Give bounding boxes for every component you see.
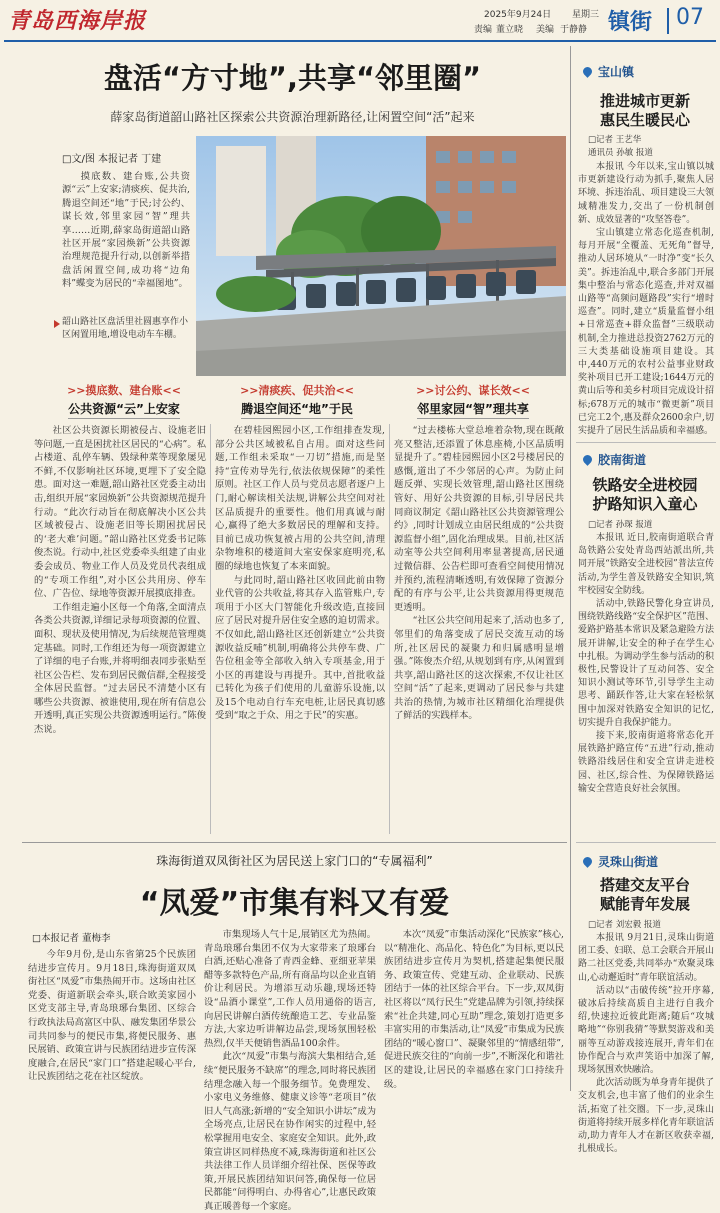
sidebar-rule	[570, 46, 571, 1091]
newspaper-logo: 青岛西海岸报	[8, 8, 147, 34]
editor-label-1: 责编	[474, 25, 493, 35]
bottom-para-3: 此次“凤爱”市集与海滨大集相结合,延续“便民服务不缺席”的理念,同时将民族团结理念融入每一个服务细节。免费理发、小家电义务维修、健康义诊等“老项目”依旧人气高涨;新增的“安全知识小讲坛”成为全场亮点,让居民在协作闲实的过程中,轻松掌握用电安全、家庭安全知识。此外,政策宣讲区同样热度不减,珠海街道和社区公共法律工作人员详细介绍社保、医保等政策,开展民族团结知识问答,确保每一位居民都能“问得明白、办得省心”,让惠民政策真正暖善每一个家庭。	[204, 1051, 376, 1212]
bottom-col-2	[204, 928, 376, 1212]
section-1-body	[34, 424, 206, 836]
section-2-body	[215, 424, 385, 836]
sidebar-location-2-name: 胶南街道	[598, 452, 647, 467]
lead-headline: 盘活“方寸地”,共享“邻里圈”	[103, 61, 482, 95]
section-3-title: 邻里家园“智”理共享	[417, 400, 529, 419]
sidebar-3-para-2: 活动以“击破传统”拉开序幕,破冰后持续高质自主进行自我介绍,快速拉近彼此距离;随后“攻城略地”“你别我猜”等默契游戏和美丽等互动游戏接连展开,青年们在协作配合与欢声笑语中加深了解,现场氛围欢快融洽。	[578, 985, 714, 1076]
masthead-rule	[4, 40, 716, 42]
location-pin-icon	[581, 65, 594, 78]
bottom-para-1: 今年9月份,是山东省第25个民族团结进步宣传月。9月18日,珠海街道双凤街社区“凤爱”市集热闹开市。这场由社区党委、街道新联会牵头,联合欧美家园小区党支部主导,青岛琅琊台集团、区综合行政执法局高富区中队、融发集团华景公司共同参与的便民市集,将便民服务、惠民展销、政策宣讲与民族团结进步宣传深度融合,在居民“家门口”搭建起暖心平台,让民族团结之花在社区绽放。	[28, 949, 196, 1083]
bottom-kicker: 珠海街道双凤街社区为居民送上家门口的“专属福利”	[156, 854, 433, 868]
sidebar-1-para-2: 宝山镇建立常态化巡查机制,每月开展“全覆盖、无死角”督导,推动人居环境从“一时净”变“长久美”。拆违治乱中,联合多部门开展集中整治与常态化巡查,并对双福山路等“高频问题路段”实行“增时巡查”。同时,建立“质量监督小组+日常巡查+群众监督”三级联动机制,全力推进总投资2762万元的三大类基础设施项目建设。其中,440万元的农村公益事业财政奖补项目已开工建设;1644万元的黄山后等和美乡村项目完成设计招标;678万元的城市“微更新”项目已完工2个,惠及群众2600余户,切实提升了居民生活品质和幸福感。	[578, 228, 714, 437]
section-3-header	[389, 382, 557, 419]
page-number: 07	[676, 5, 704, 30]
issue-date: 2025年9月24日	[484, 10, 552, 20]
section-1-title: 公共资源“云”上安家	[68, 400, 180, 419]
sidebar-3-byline-1: □记者 刘宏毅 报道	[588, 920, 661, 930]
bottom-para-2: 市集现场人气十足,展销区尤为热闹。青岛琅琊台集团不仅为大家带来了琅琊台白酒,还贴心准备了青西金蜂、亚细亚苹果醋等多款特色产品,所有商品均以企业直销价让利居民。为增添互动乐趣,现场还特设“品酒小课堂”,工作人员用通俗的语言,向居民讲解白酒传统酿造工艺、专业品鉴方法,大家边听讲解边品尝,现场氛围轻松热烈,仅半天便销售酒品100余件。	[204, 929, 376, 1049]
editor-name-1: 董立晓	[496, 25, 524, 35]
section-1-para-1: 社区公共资源长期被侵占、设施老旧等问题,一直是困扰社区居民的“心病”。私占楼道、乱停车辆、毁绿种菜等现象屡见不鲜,不仅影响社区环境,更埋下了安全隐患。面对这一难题,韶山路社区党委主动出击,组织开展“家园焕新”公共资源规范提升行动。“此次行动旨在彻底解决小区公共区域被侵占、设施老旧等长期困扰居民的‘老大难’问题。”韶山路社区党委书记陈俊杰说。行动中,社区党委牵头组建了由业委会成员、物业工作人员及党员代表组成的“专项工作组”,对小区公共用房、停车位、广告位、绿地等资源开展摸底排查。	[34, 425, 206, 600]
section-2-header	[213, 382, 381, 419]
section-3-kicker: >>讨公约、谋长效<<	[416, 384, 530, 397]
bottom-col-3	[384, 928, 564, 1093]
lead-intro: 摸底数、建台账,公共资源“云”上安家;清痰疾、促共治,腾退空间还“地”于民;讨公约、谋长效,邻里家园“智”理共享……近期,薛家岛街道韶山路社区开展“家园焕新”公共资源治理规范提升行动,以创新举措盘活闲置空间,成功将“边角料”蝶变为居民的“幸福图地”。	[62, 171, 190, 290]
sidebar-location-1-name: 宝山镇	[598, 64, 635, 79]
section-3-para-2: “社区公共空间用起来了,活动也多了,邻里们的角落变成了居民交流互动的场所,社区居民的凝聚力和归属感明显增强。”陈俊杰介绍,从规划到有序,从闲置到共享,韶山路社区的这次探索,不仅让社区空间“活”了起来,更调动了居民参与共建共治的热情,为城市社区精细化治理提供了鲜活的实践样本。	[394, 615, 564, 722]
editor-label-2: 美编	[536, 25, 555, 35]
section-name: 镇街	[608, 10, 653, 35]
sidebar-1-body	[578, 161, 714, 439]
sidebar-2-title-1: 铁路安全进校园	[592, 476, 698, 494]
section-2-kicker: >>清痰疾、促共治<<	[240, 384, 354, 397]
editor-name-2: 于静静	[560, 25, 588, 35]
sidebar-location-1	[575, 60, 715, 82]
section-2-para-2: 与此同时,韶山路社区收回此前由物业代管的公共收益,将其存入监管账户,专项用于小区大门智能化升级改造,直接回应了居民对提升居住安全感的迫切需求。不仅如此,韶山路社区还创新建立“公共资源收益反哺”机制,明确将公共停车费、广告位租金等全部收入纳入专项基金,用于小区的再建设与再提升。其中,首批收益已转化为孩子们使用的儿童游乐设施,以及15个电动自行车充电桩,让居民真切感受到“取之于众、用之于民”的实惠。	[215, 574, 385, 722]
sidebar-1-para-1: 本报讯 今年以来,宝山镇以城市更新建设行动为抓手,聚焦人居环境、拆违治乱、项目建设三大领域精准发力,交出了一份机制创新、成效显著的“攻坚答卷”。	[578, 162, 714, 225]
masthead	[0, 0, 720, 44]
section-2-title: 腾退空间还“地”于民	[241, 400, 353, 419]
column-rule-1	[210, 424, 211, 834]
sidebar-location-3-name: 灵珠山街道	[598, 854, 659, 869]
sidebar-2-byline-1: □记者 孙琛 报道	[588, 520, 653, 530]
section-3-para-1: “过去楼栋大堂总堆着杂物,现在既敞亮又整洁,还添置了休息座椅,小区品质明显提升了。”碧桂园熙园小区2号楼居民的感慨,道出了不少邻居的心声。为防止问题反弹、实现长效管理,韶山路社区围绕管好、用好公共资源的目标,引导居民共同商议制定《韶山路社区公共资源管理公约》,同时计划成立由居民组成的“公共资源监督小组”,固化治理成果。目前,社区活动室等公共空间利用率显著提高,居民通过微信群、公告栏即可查看空间使用情况并预约,流程清晰透明,有效保障了资源分配的有序与公平,让公共资源用得更规范更透明。	[394, 425, 564, 613]
sidebar-3-title-2: 赋能青年发展	[599, 895, 690, 913]
section-3-body	[394, 424, 564, 836]
lead-photo	[196, 136, 566, 376]
sidebar-3-para-1: 本报讯 9月21日,灵珠山街道团工委、妇联、总工会联合开展山路二社区党委,共同举办“欢聚灵珠山,心动邂逅时”青年联谊活动。	[578, 933, 714, 983]
photo-caption-marker	[54, 320, 60, 328]
photo-caption: 韶山路社区盘活里社圆惠享作小区闲置用地,增设电动车车棚。	[62, 317, 189, 340]
section-1-kicker: >>摸底数、建台账<<	[67, 384, 181, 397]
sidebar-2-body	[578, 532, 714, 838]
lead-byline: □文/图 本报记者 丁建	[62, 154, 162, 165]
location-pin-icon	[581, 855, 594, 868]
lead-subhead: 薛家岛街道韶山路社区探索公共资源治理新路径,让闲置空间“活”起来	[110, 110, 475, 124]
sidebar-location-3	[575, 850, 715, 872]
sidebar-3-title-1: 搭建交友平台	[599, 876, 690, 894]
sidebar-2-title-2: 护路知识入童心	[592, 495, 698, 513]
section-1-para-2: 工作组走遍小区每一个角落,全面清点各类公共资源,详细记录每项资源的位置、面积、现状及使用情况,为后续规范管理奠定基础。同时,工作组还为每一项资源建立了详细的电子台账,并将明细表同步张贴至社区公告栏、发布到居民微信群,全程接受全体居民监督。“过去居民不清楚小区有哪些公共资源、被谁使用,现在所有信息公开透明,真正实现公共资源透明运行。”陈俊杰说。	[34, 601, 206, 736]
bottom-col-1	[28, 948, 196, 1093]
sidebar-rule-2	[576, 842, 716, 843]
issue-weekday: 星期三	[572, 10, 600, 20]
sidebar-1-byline-2: 通讯员 孙敏 报道	[588, 148, 653, 158]
sidebar-rule-1	[576, 442, 716, 443]
bottom-headline: “凤爱”市集有料又有爱	[139, 886, 450, 921]
sidebar-1-title-2: 惠民生暖民心	[599, 111, 690, 129]
sidebar-location-2	[575, 448, 715, 470]
bottom-para-4: 本次“凤爱”市集活动深化“民族家”核心,以“精准化、高品化、特色化”为目标,更以民族团结进步宣传月为契机,搭建起集便民服务、政策宣传、党建互动、企业联动、民族团结于一体的社区综合平台。下一步,双凤街社区将以“凤行民生”党建品牌为引领,持续探索“社企共建,同心互助”理念,策划打造更多丰富实用的市集活动,让“凤爱”市集成为民族团结的“暖心窗口”、凝聚邻里的“情感纽带”,促进民族交往的“向前一步”,不断深化和谐社区的建设,让居民的幸福感在家门口持续升级。	[384, 929, 565, 1090]
section-2-para-1: 在碧桂园熙园小区,工作组排查发现,部分公共区域被私自占用。面对这些问题,工作组未采取“一刀切”措施,而是坚持“宣传劝导先行,依法依规保障”的柔性原则。社区工作人员与党员志愿者逐户上门,耐心解读相关法规,讲解公共空间对社区品质提升的重要性。他们用真诚与耐心,赢得了绝大多数居民的理解和支持。目前已成功恢复被占用的公共空间,清理杂物堆积的楼道间大室安保家庭明亮,私圈的绿地也恢复了本来面貌。	[215, 425, 385, 572]
column-rule-2	[389, 424, 390, 834]
bottom-byline: □本报记者 董梅李	[32, 933, 111, 944]
sidebar-2-para-3: 接下来,胶南街道将常态化开展铁路护路宣传“五进”行动,推动铁路沿线居住和安全宣讲走进校园、社区,综合性、为保障铁路运输安全营造良好社会氛围。	[578, 731, 714, 794]
location-pin-icon	[581, 453, 594, 466]
sidebar-3-para-3: 此次活动既为单身青年提供了交友机会,也丰富了他们的业余生活,拓宽了社交圈。下一步,灵珠山街道将持续开展多样化青年联谊活动,助力青年人才在新区收获幸福,扎根成长。	[578, 1078, 714, 1155]
sidebar-2-para-2: 活动中,铁路民警化身宣讲员,围绕铁路线路“安全保护区”范围、爱路护路基本常识及紧急避险方法展开讲解,让安全的种子在学生心中扎根。为调动学生参与活动的积极性,民警设计了互动问答、安全知识小测试等环节,引导学生主动思考、踊跃作答,让大家在轻松氛围中加深对铁路安全知识的记忆,切实提升自我保护能力。	[578, 599, 714, 728]
section-divider	[667, 8, 669, 34]
section-1-header	[40, 382, 208, 419]
sidebar-1-byline-1: □记者 王艺华	[588, 135, 642, 145]
sidebar-1-title-1: 推进城市更新	[599, 92, 690, 110]
sidebar-2-para-1: 本报讯 近日,胶南街道联合青岛铁路公安处青岛西站派出所,共同开展“铁路安全进校园”普法宣传活动,为学生普及铁路安全知识,筑牢校园安全防线。	[578, 533, 714, 596]
sidebar-3-body	[578, 932, 714, 1155]
lead-bottom-rule	[22, 842, 567, 843]
